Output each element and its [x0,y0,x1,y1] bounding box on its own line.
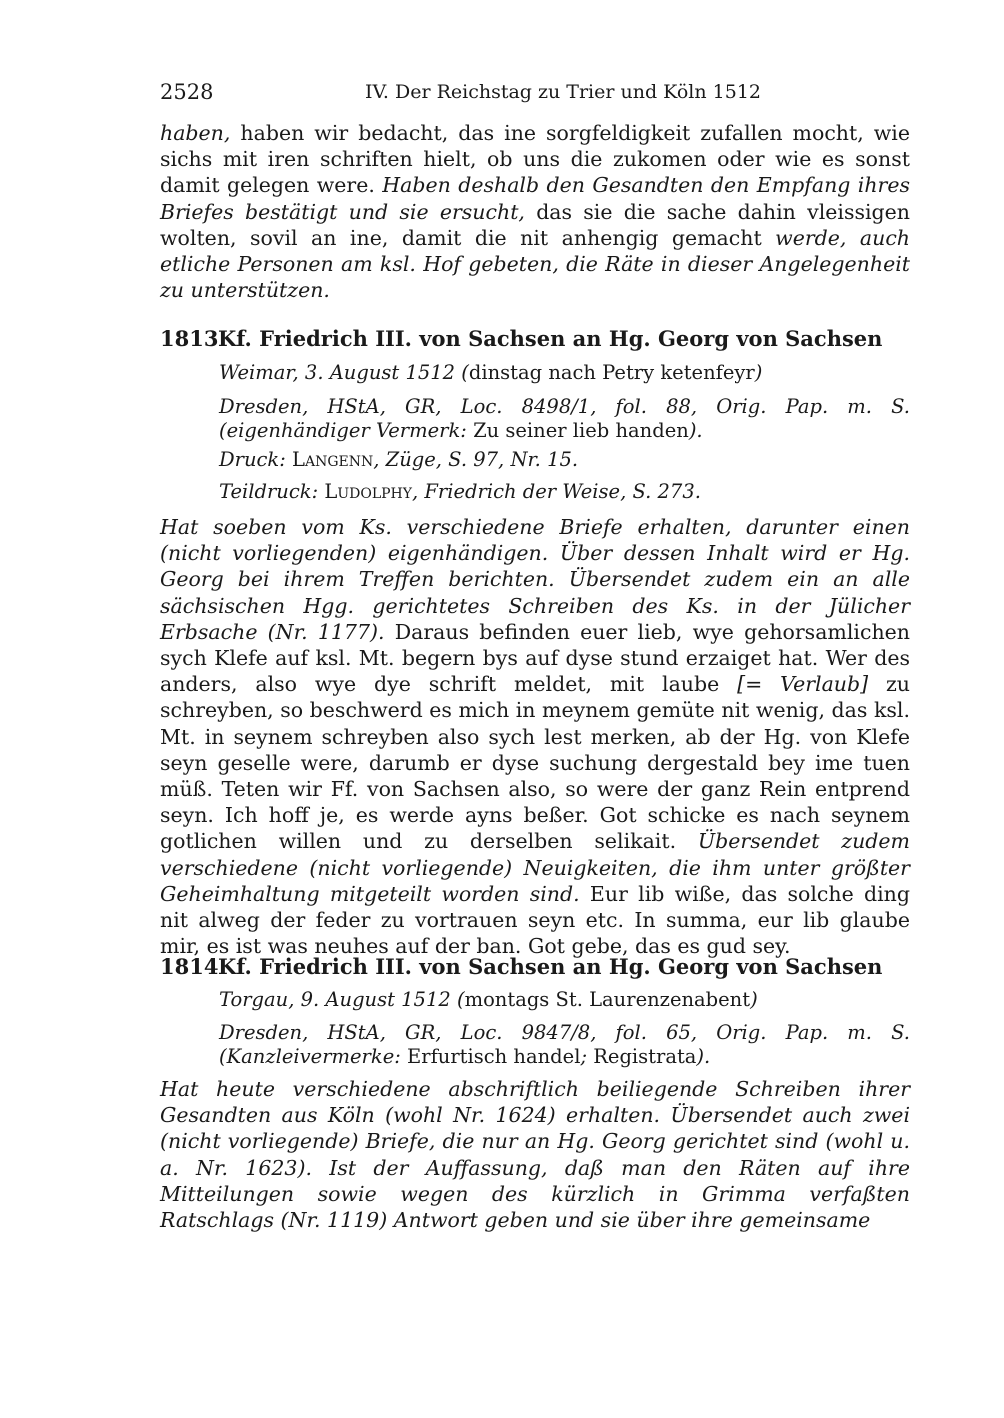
entry-1813-body [160,514,910,959]
intro-text-italic-3: werde, auch etliche Personen am ksl. Hof gebeten, die Räte in dieser Angelegenheit zu unterstützen. [160,225,911,303]
running-title: IV. Der Reichstag zu Trier und Köln 1512 [365,81,761,103]
entry-1814-source-note-1: Erfurtisch handel [400,1045,581,1068]
entry-1813-print-label: Druck: [219,448,293,471]
entry-1813-partial-label: Teildruck: [219,480,325,503]
entry-1814-text: Hat heute verschiedene abschriftlich beiliegende Schreiben ihrer Gesandten aus Köln (wohl Nr. 1624) erhalten. Übersendet auch zwei (nicht vorliegende) Briefe, die nur an Hg. Georg gerichtet sind (wohl u. a. Nr. 1623). Ist der Auffassung, daß man den Räten auf ihre Mitteilungen sowie wegen des kürzlich in Grimma verfaßten Ratschlags (Nr. 1119) Antwort geben und sie über ihre gemeinsame [160,1077,910,1233]
entry-1814-number: 1814 [160,954,219,979]
entry-1813-text-roman-2: zu schreyben, so beschwerd es mich in meynem gemüte nit wenig, das ksl. Mt. in seynem schreyben also sych lest merken, ab der Hg. von Klefe seyn geselle were, darumb er dyse suchung dergestald bey ime tuen müß. Teten wir Ff. von Sachsen also, so were der ganz Rein entprend seyn. Ich hoff je, es werde ayns beßer. Got schicke es nach seynem gotlichen willen und zu derselben selikait. [160,672,910,854]
entry-1813-date-close: ) [754,361,763,384]
entry-1813-source-close: ). [688,419,703,442]
entry-1814-source-note-2: Registrata [593,1045,697,1068]
entry-1814-date-place: Torgau, 9. August 1512 ( [219,988,465,1011]
intro-paragraph [160,120,910,303]
intro-text-roman-2: das sie die sache dahin vleissigen wolten, sovil an ine, damit die nit anhengig gemacht [160,199,910,250]
entry-1813-text-italic-3: Übersendet zudem verschiedene (nicht vorliegende) Neuigkeiten, die ihm unter größter Geheimhaltung mitgeteilt worden sind. [160,829,910,906]
entry-1813-text-roman-3: Eur lib wiße, das solche ding nit alweg der feder zu vortrauen seyn etc. In summa, eur lib glaube mir, es ist was neuhes auf der ban. Got gebe, das es gud sey. [160,881,910,959]
entry-1814-heading [160,954,910,980]
entry-1814-source-close: ). [696,1045,711,1068]
entry-1814-date-original: montags St. Laurenzenabent [464,988,751,1011]
entry-1813-number: 1813 [160,326,219,351]
entry-1813-text-italic-2: [= Verlaub] [737,672,869,697]
intro-text [160,120,910,303]
entry-1813-text-italic-1: Hat soeben vom Ks. verschiedene Briefe erhalten, darunter einen (nicht vorliegenden) eigenhändigen. Über dessen Inhalt wird er Hg. Georg bei ihrem Treffen berichten. Übersendet zudem ein an alle sächsischen Hgg. gerichtetes Schreiben des Ks. in der Jülicher Erbsache (Nr. 1177). [160,515,910,644]
entry-1813-heading [160,326,910,352]
entry-1814-source-archive: Dresden, HStA, GR, Loc. 9847/8, fol. 65, Orig. Pap. m. S. (Kanzleivermerke: [219,1021,910,1068]
page-number: 2528 [160,80,214,104]
entry-1813-text [160,514,910,959]
entry-1814-title: Kf. Friedrich III. von Sachsen an Hg. Georg von Sachsen [218,954,883,979]
page-header [160,80,910,108]
entry-1813-partial-author: Ludolphy [324,480,412,503]
entry-1813-partial-rest: , Friedrich der Weise, S. 273. [412,480,701,503]
entry-1814-date-close: ) [750,988,758,1011]
entry-1813-date [219,361,910,385]
intro-text-roman-1: haben wir bedacht, das ine sorgfeldigkeit zufallen mocht, wie sichs mit iren schriften hielt, ob uns die zukomen oder wie es sonst damit gelegen were. [160,121,910,198]
entry-1813-source [219,395,910,443]
entry-1813-source-archive: Dresden, HStA, GR, Loc. 8498/1, fol. 88, Orig. Pap. m. S. (eigenhändiger Vermerk: [219,395,910,442]
entry-1813-partial-print [219,480,910,504]
entry-1813-title: Kf. Friedrich III. von Sachsen an Hg. Georg von Sachsen [218,326,883,351]
entry-1813-text-roman-1: Daraus befinden euer lieb, wye gehorsamlichen sych Klefe auf ksl. Mt. begern bys auf dyse stund erzaiget hat. Wer des anders, also wye dye schrift meldet, mit laube [160,619,910,697]
entry-1813-source-note: Zu seiner lieb handen [466,419,689,442]
entry-1813-print [219,448,910,472]
entry-1813-print-rest: , Züge, S. 97, Nr. 15. [373,448,579,471]
entry-1813-print-author: Langenn [292,448,374,471]
entry-1814-date [219,988,910,1012]
entry-1813-date-original: dinstag nach Petry ketenfeyr [468,361,755,384]
entry-1814-body [160,1076,910,1233]
intro-text-italic-2: Haben deshalb den Gesandten den Empfang ihres Briefes bestätigt und sie ersucht, [160,173,910,224]
entry-1814-source [219,1021,910,1069]
entry-1814-source-sep: ; [580,1045,594,1068]
entry-1813-date-place: Weimar, 3. August 1512 ( [219,361,469,384]
intro-text-italic-1: haben, [160,121,231,145]
